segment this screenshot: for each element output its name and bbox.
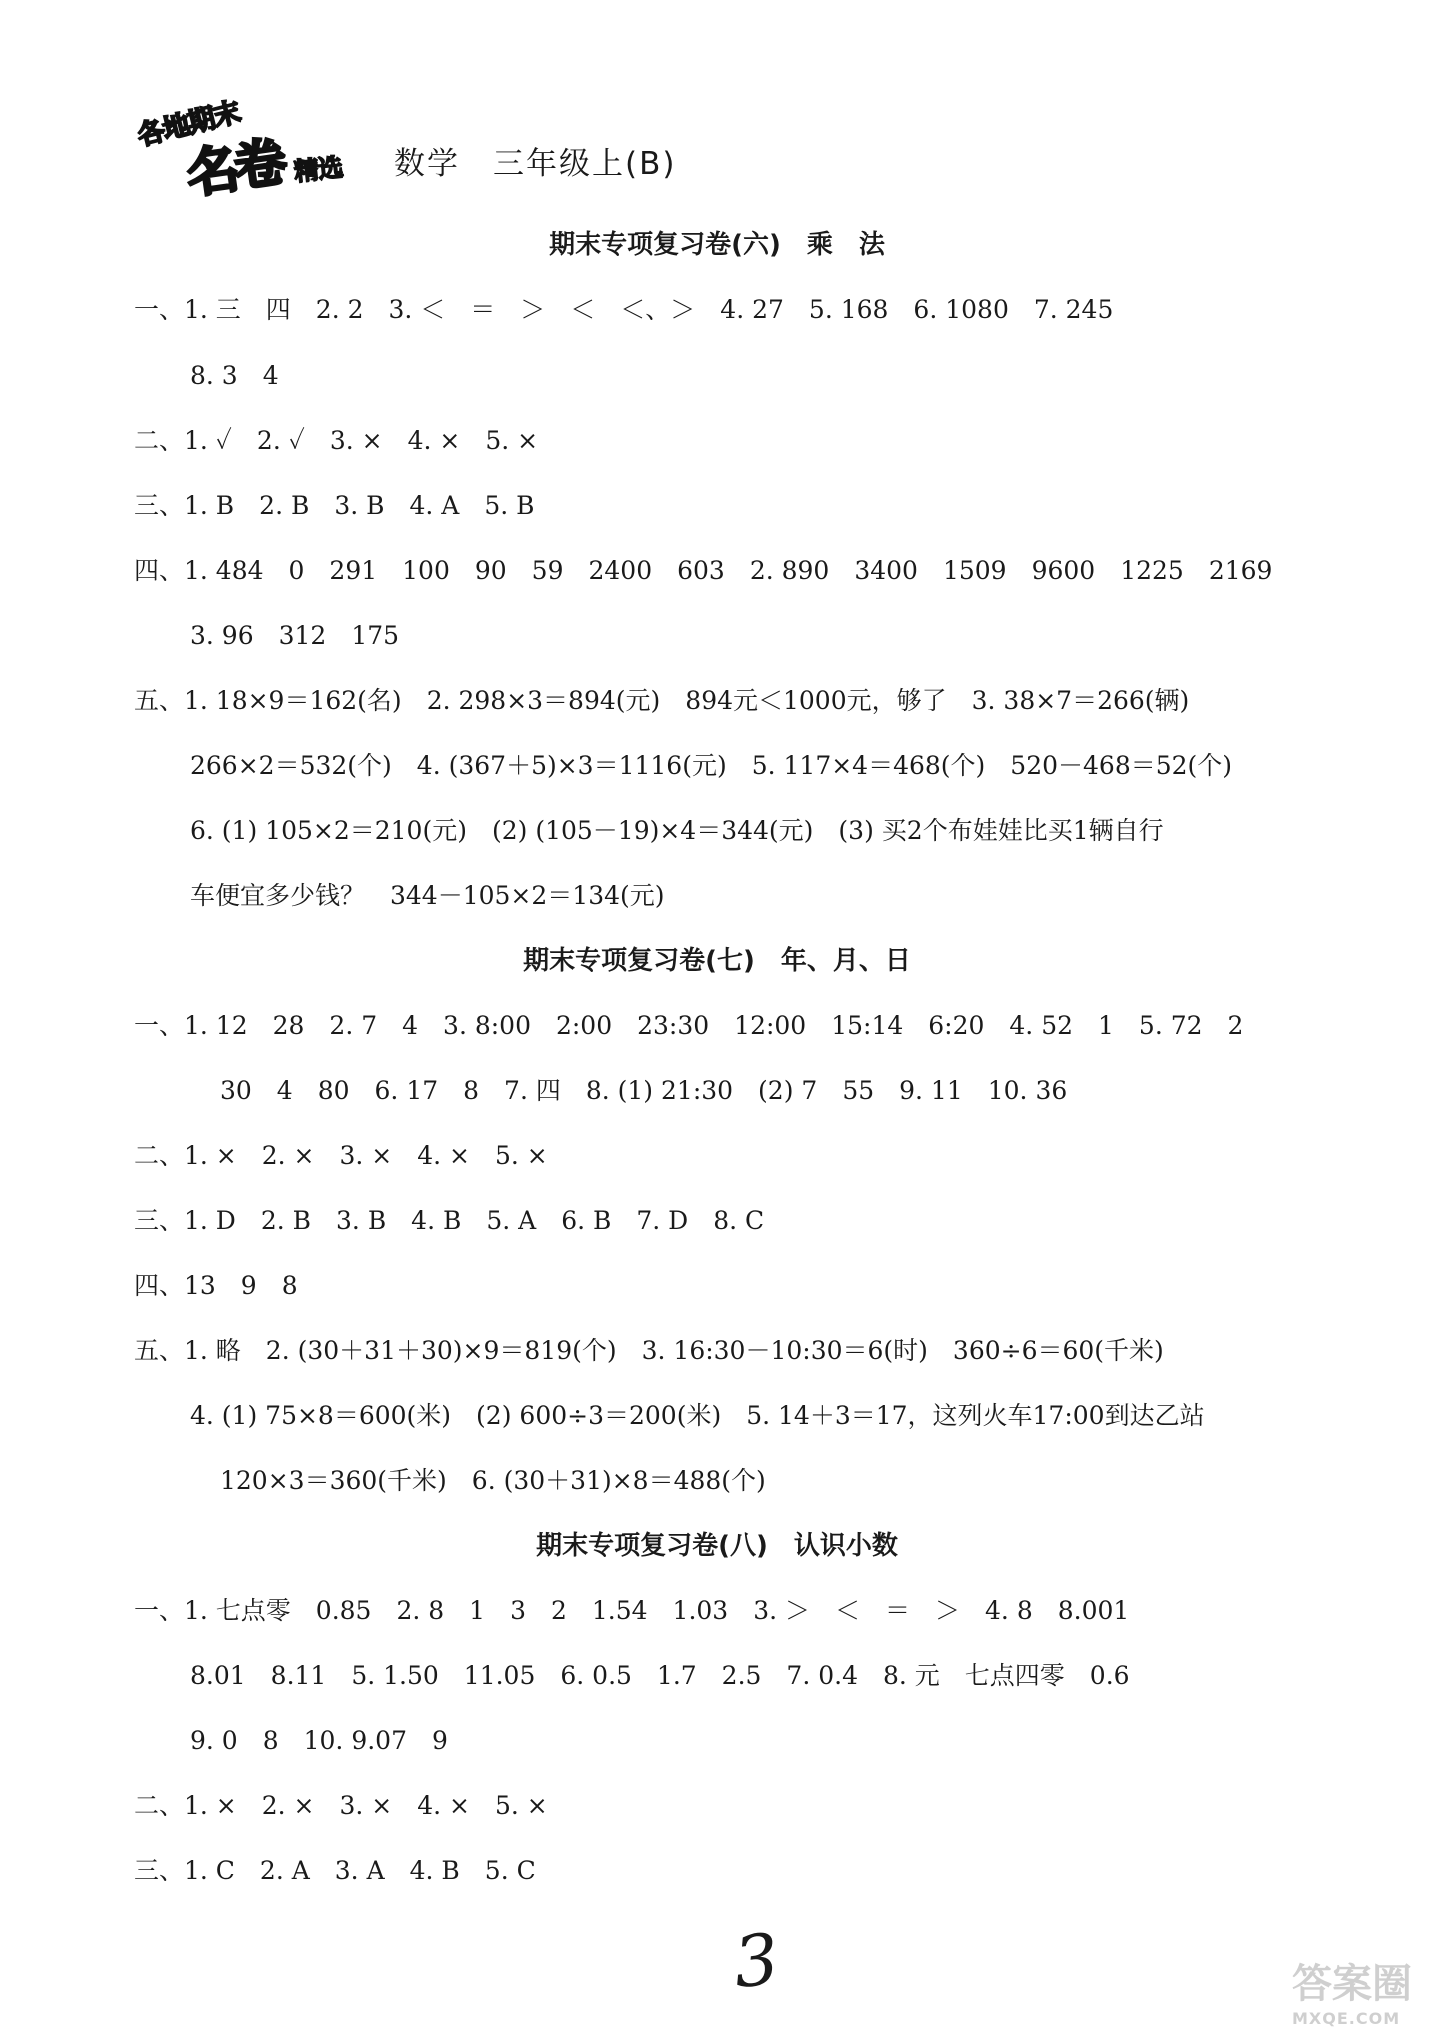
section-title-6: 期末专项复习卷(六) 乘 法 (549, 230, 885, 260)
answer-line: 6. (1) 105×2＝210(元) (2) (105－19)×4＝344(元) (3) 买2个布娃娃比买1辆自行 (190, 816, 1164, 845)
book-series-logo (128, 96, 378, 206)
answer-line: 二、1. ✓ 2. ✓ 3. × 4. × 5. × (134, 426, 539, 455)
answer-line: 三、1. B 2. B 3. B 4. A 5. B (134, 491, 535, 520)
answer-line: 四、13 9 8 (134, 1271, 298, 1300)
section-title-7: 期末专项复习卷(七) 年、月、日 (523, 946, 911, 976)
answer-line: 五、1. 略 2. (30＋31＋30)×9＝819(个) 3. 16:30－10:30＝6(时) 360÷6＝60(千米) (134, 1336, 1164, 1365)
answer-line: 车便宜多少钱？ 344－105×2＝134(元) (190, 881, 665, 910)
answer-line: 五、1. 18×9＝162(名) 2. 298×3＝894(元) 894元＜1000元，够了 3. 38×7＝266(辆) (134, 686, 1190, 715)
answer-line: 8.01 8.11 5. 1.50 11.05 6. 0.5 1.7 2.5 7. 0.4 8. 元 七点四零 0.6 (190, 1661, 1130, 1690)
page-header (128, 96, 1028, 206)
answer-line: 9. 0 8 10. 9.07 9 (190, 1726, 448, 1755)
answer-line: 一、1. 七点零 0.85 2. 8 1 3 2 1.54 1.03 3. ＞ ＜ ＝ ＞ 4. 8 8.001 (134, 1596, 1130, 1625)
answer-line: 一、1. 三 四 2. 2 3. ＜ ＝ ＞ ＜ ＜、＞ 4. 27 5. 168 6. 1080 7. 245 (134, 295, 1114, 324)
answer-line: 120×3＝360(千米) 6. (30＋31)×8＝488(个) (220, 1466, 766, 1495)
answer-line: 266×2＝532(个) 4. (367＋5)×3＝1116(元) 5. 117×4＝468(个) 520－468＝52(个) (190, 751, 1233, 780)
answer-line: 二、1. × 2. × 3. × 4. × 5. × (134, 1791, 548, 1820)
logo-top-text: 各地期末 (134, 96, 243, 153)
answer-line: 4. (1) 75×8＝600(米) (2) 600÷3＝200(米) 5. 14＋3＝17，这列火车17:00到达乙站 (190, 1401, 1205, 1430)
subject-grade-title: 数学 三年级上(B) (394, 146, 677, 182)
answer-line: 30 4 80 6. 17 8 7. 四 8. (1) 21:30 (2) 7 55 9. 11 10. 36 (220, 1076, 1068, 1105)
answer-line: 3. 96 312 175 (190, 621, 400, 650)
watermark-top-text: 答案圈 (1292, 1961, 1412, 2007)
answer-line: 二、1. × 2. × 3. × 4. × 5. × (134, 1141, 548, 1170)
answer-line: 三、1. C 2. A 3. A 4. B 5. C (134, 1856, 536, 1885)
handwritten-page-number: 3 (729, 1917, 783, 2005)
answer-line: 一、1. 12 28 2. 7 4 3. 8:00 2:00 23:30 12:00 15:14 6:20 4. 52 1 5. 72 2 (134, 1011, 1244, 1040)
site-watermark (1292, 1952, 1432, 2032)
answer-line: 8. 3 4 (190, 361, 279, 390)
watermark-bottom-text: MXQE.COM (1292, 2009, 1401, 2028)
answer-line: 三、1. D 2. B 3. B 4. B 5. A 6. B 7. D 8. C (134, 1206, 765, 1235)
answer-line: 四、1. 484 0 291 100 90 59 2400 603 2. 890 3400 1509 9600 1225 2169 (134, 556, 1273, 585)
logo-main-text: 名卷 (183, 132, 287, 206)
logo-sub-text: 精选 (292, 152, 344, 187)
section-title-8: 期末专项复习卷(八) 认识小数 (536, 1531, 898, 1561)
